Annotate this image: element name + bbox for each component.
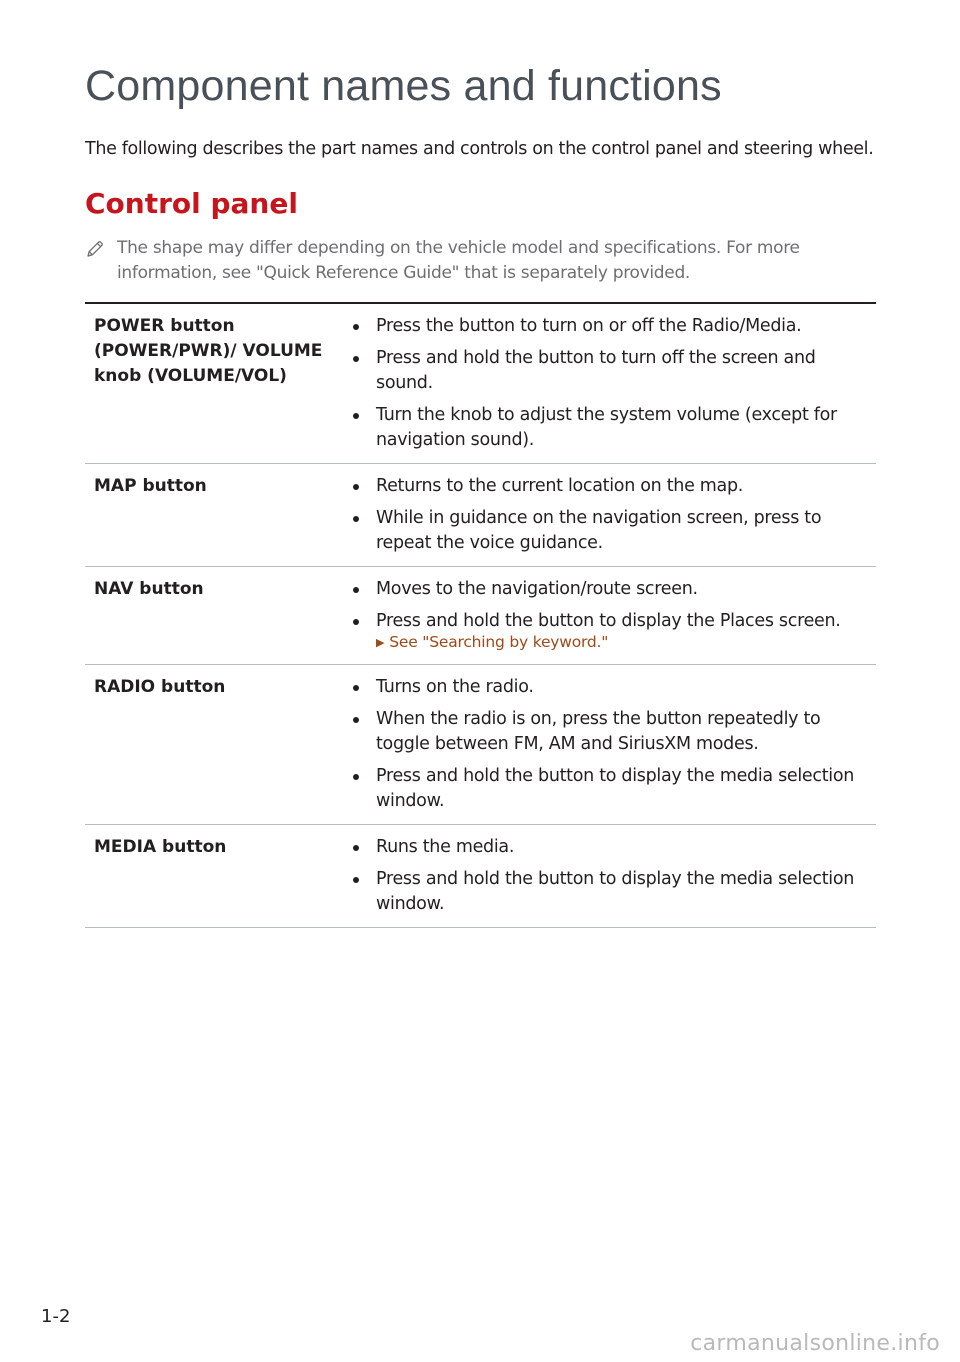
table-row: [85, 567, 876, 665]
table-row: [85, 304, 876, 464]
list-item: Press the button to turn on or off the Radio/Media.: [347, 314, 866, 339]
row-label: POWER button (POWER/PWR)/ VOLUME knob (VOLUME/VOL): [94, 316, 323, 386]
pencil-icon: [85, 239, 105, 259]
section-heading: Control panel: [85, 187, 298, 220]
row-label: MEDIA button: [94, 837, 227, 857]
list-item: Press and hold the button to display the media selection window.: [347, 867, 866, 917]
row-label: NAV button: [94, 579, 204, 599]
row-description: [347, 577, 876, 656]
list-item: Returns to the current location on the map.: [347, 474, 866, 499]
note-text: The shape may differ depending on the vehicle model and specifications. For more information, see "Quick Reference Guide" that is separately provided.: [117, 238, 800, 283]
table-row: [85, 665, 876, 825]
table-row: [85, 464, 876, 567]
note: [85, 236, 845, 286]
row-description: [347, 835, 876, 919]
list-item: Press and hold the button to display the Places screen.: [347, 609, 866, 634]
list-item: While in guidance on the navigation screen, press to repeat the voice guidance.: [347, 506, 866, 556]
list-item: Moves to the navigation/route screen.: [347, 577, 866, 602]
component-table: [85, 302, 876, 928]
row-description: [347, 474, 876, 558]
watermark: carmanualsonline.info: [690, 1331, 940, 1356]
page-number: 1-2: [41, 1306, 71, 1327]
list-item: Turns on the radio.: [347, 675, 866, 700]
row-description: [347, 314, 876, 455]
list-item: Turn the knob to adjust the system volume (except for navigation sound).: [347, 403, 866, 453]
list-item: Press and hold the button to display the media selection window.: [347, 764, 866, 814]
list-item: Runs the media.: [347, 835, 866, 860]
list-item: When the radio is on, press the button repeatedly to toggle between FM, AM and SiriusXM modes.: [347, 707, 866, 757]
list-item: Press and hold the button to turn off the screen and sound.: [347, 346, 866, 396]
cross-reference-link[interactable]: [376, 631, 866, 654]
intro-text: The following describes the part names and controls on the control panel and steering wheel.: [85, 139, 874, 159]
page-title: Component names and functions: [85, 62, 722, 110]
arrow-right-icon: ▶: [376, 636, 385, 649]
row-label: MAP button: [94, 476, 207, 496]
table-row: [85, 825, 876, 928]
cross-reference-text: See "Searching by keyword.": [389, 633, 609, 651]
row-description: [347, 675, 876, 816]
row-label: RADIO button: [94, 677, 226, 697]
